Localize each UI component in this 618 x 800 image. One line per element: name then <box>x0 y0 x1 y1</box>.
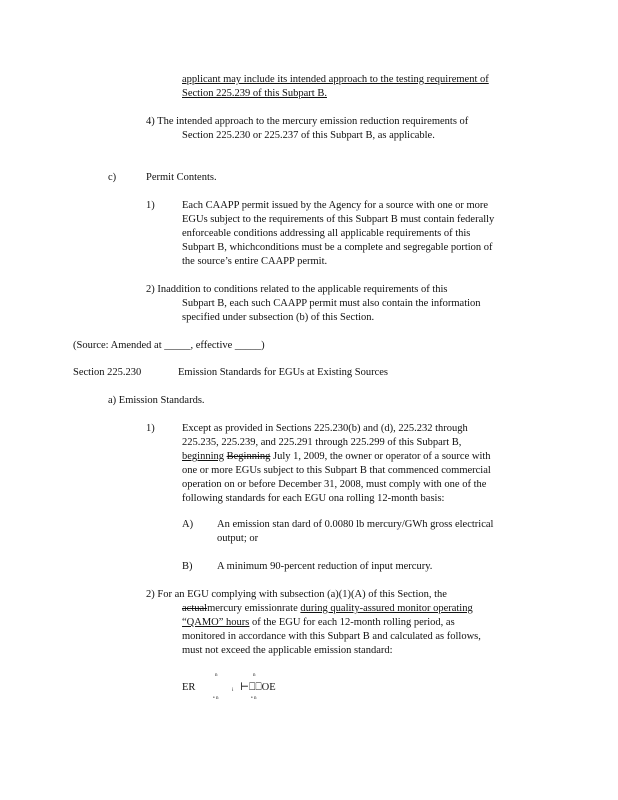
top-line-1: applicant may include its intended approach to the testing requirement of <box>182 74 489 85</box>
item-a2-line-2 <box>182 602 473 615</box>
item-a2-line-2-mid: mercury emissionrate <box>207 603 298 614</box>
item-c1-line-1: Each CAAPP permit issued by the Agency for a source with one or more <box>182 200 489 211</box>
item-a1-line-5: operation on or before December 31, 2008, must comply with one of the <box>182 479 487 490</box>
source-mid: , effective <box>190 340 233 351</box>
item-a2-line-5: must not exceed the applicable emission standard: <box>182 645 393 656</box>
source-blank-2: _____) <box>234 340 265 351</box>
inserted-text: beginning <box>182 451 224 462</box>
deleted-text: actual <box>182 603 208 614</box>
item-4-line-2: Section 225.230 or 225.237 of this Subpart B, as applicable. <box>182 130 435 141</box>
item-a1-line-1: Except as provided in Sections 225.230(b) and (d), 225.232 through <box>182 423 468 434</box>
item-a2-line-3-rest: of the EGU for each 12-month rolling period, as <box>252 617 455 628</box>
item-c1-line-3: enforceable conditions addressing all applicable requirements of this <box>182 228 471 239</box>
item-c2-line-1: 2) Inaddition to conditions related to the applicable requirements of this <box>146 284 448 295</box>
item-c1-line-5: the source’s entire CAAPP permit. <box>182 256 328 267</box>
formula-sup-n-1: n <box>215 673 218 678</box>
formula-sub-1: • n <box>213 696 219 701</box>
inserted-text: “QAMO” hours <box>182 617 250 628</box>
item-c1-marker: 1) <box>146 200 155 211</box>
item-a1-line-2: 225.235, 225.239, and 225.291 through 225.299 of this Subpart B, <box>182 437 462 448</box>
item-B-marker: B) <box>182 561 193 572</box>
item-c2-line-3: specified under subsection (b) of this Section. <box>182 312 375 323</box>
item-a1-line-3 <box>182 450 491 463</box>
formula-rhs: ⊢⎕⎕OE <box>240 682 276 693</box>
source-open: (Source: Amended at <box>73 340 162 351</box>
item-B-line-1: A minimum 90-percent reduction of input mercury. <box>217 561 433 572</box>
item-a1-marker: 1) <box>146 423 155 434</box>
item-c1-line-4: Subpart B, whichconditions must be a complete and segregable portion of <box>182 242 493 253</box>
inserted-text: during quality-assured monitor operating <box>300 603 473 614</box>
source-blank-1: _____ <box>164 340 191 351</box>
item-A-line-2: output; or <box>217 533 259 544</box>
item-a2-line-4: monitored in accordance with this Subpart B and calculated as follows, <box>182 631 481 642</box>
item-a1-line-3-rest: July 1, 2009, the owner or operator of a source with <box>273 451 491 462</box>
item-c1-line-2: EGUs subject to the requirements of this Subpart B must contain federally <box>182 214 495 225</box>
item-a1-line-6: following standards for each EGU ona rolling 12-month basis: <box>182 493 445 504</box>
deleted-text: Beginning <box>226 451 271 462</box>
top-line-2: Section 225.239 of this Subpart B. <box>182 88 327 99</box>
source-note <box>73 339 265 352</box>
formula-sub-i: i <box>232 688 234 693</box>
subsection-c-heading: Permit Contents. <box>146 172 217 183</box>
formula-er: ER <box>182 682 196 693</box>
item-A-line-1: An emission stan dard of 0.0080 lb mercury/GWh gross electrical <box>217 519 494 530</box>
subsection-c-marker: c) <box>108 172 117 183</box>
item-c2-line-2: Subpart B, each such CAAPP permit must also contain the information <box>182 298 481 309</box>
item-a1-line-4: one or more EGUs subject to this Subpart B that commenced commercial <box>182 465 491 476</box>
section-number: Section 225.230 <box>73 367 142 378</box>
item-A-marker: A) <box>182 519 194 530</box>
section-title: Emission Standards for EGUs at Existing Sources <box>178 367 388 378</box>
item-a2-line-3 <box>182 616 455 629</box>
formula-sub-2: • n <box>251 696 257 701</box>
formula-sup-n-2: n <box>253 673 256 678</box>
item-a2-line-1: 2) For an EGU complying with subsection (a)(1)(A) of this Section, the <box>146 589 447 600</box>
subsection-a-label: a) Emission Standards. <box>108 395 205 406</box>
item-4-line-1: 4) The intended approach to the mercury emission reduction requirements of <box>146 116 469 127</box>
